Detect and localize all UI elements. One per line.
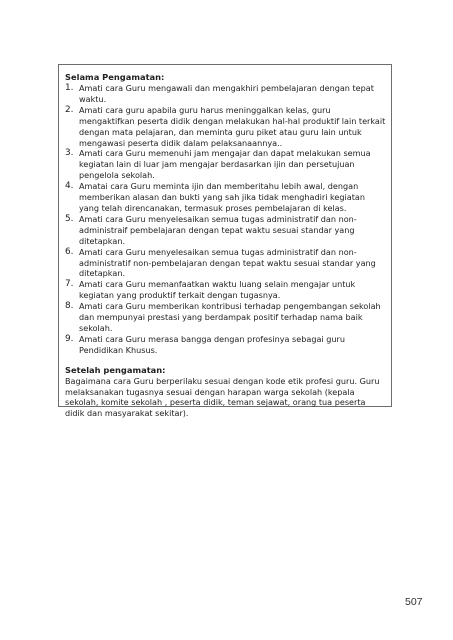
list-item	[65, 334, 387, 356]
list-item-number: 2.	[65, 104, 74, 115]
list-item	[65, 214, 387, 247]
observation-box	[58, 64, 392, 419]
during-observation-list	[65, 83, 387, 356]
list-item	[65, 148, 387, 181]
list-item-number: 9.	[65, 333, 74, 344]
during-observation-heading: Selama Pengamatan:	[65, 72, 165, 82]
list-item-text: Amati cara Guru memenuhi jam mengajar dan dapat melakukan semua kegiatan lain di luar jam mengajar berdasarkan ijin dan persetujuan pengelola sekolah.	[79, 148, 371, 181]
list-item-number: 7.	[65, 279, 74, 290]
list-item-text: Amatai cara Guru meminta ijin dan memberitahu lebih awal, dengan memberikan alasan dan bukti yang sah jika tidak menghadiri kegiatan yang telah direncanakan, termasuk proses pembelajaran di kelas.	[79, 181, 366, 213]
list-item-text: Amati cara guru apabila guru harus meninggalkan kelas, guru mengaktifkan peserta didik dengan melakukan hal-hal produktif lain terkait dengan mata pelajaran, dan meminta guru piket atau guru lain untuk mengawasi peserta didik dalam pelaksanaannya..	[79, 104, 386, 148]
list-item	[65, 105, 387, 149]
list-item-text: Amati cara Guru memberikan kontribusi terhadap pengembangan sekolah dan mempunyai prestasi yang berdampak positif terhadap nama baik sekolah.	[79, 301, 381, 333]
list-item-number: 4.	[65, 181, 74, 192]
list-item-text: Amati cara Guru mengawali dan mengakhiri pembelajaran dengan tepat waktu.	[79, 83, 374, 104]
list-item-text: Amati cara Guru menyelesaikan semua tugas administratif dan non-administraif pembelajaran dengan tepat waktu sesuai standar yang ditetapkan.	[79, 213, 357, 246]
list-item-text: Amati cara Guru merasa bangga dengan profesinya sebagai guru Pendidikan Khusus.	[79, 333, 345, 355]
list-item	[65, 301, 387, 334]
after-observation-heading: Setelah pengamatan:	[65, 364, 166, 375]
list-item-number: 1.	[65, 83, 74, 93]
list-item-text: Amati cara Guru memanfaatkan waktu luang selain mengajar untuk kegiatan yang produktif terkait dengan tugasnya.	[79, 279, 356, 301]
list-item-number: 8.	[65, 301, 74, 312]
list-item	[65, 247, 387, 280]
list-item	[65, 83, 387, 105]
page-number: 507	[405, 596, 423, 608]
list-item-number: 5.	[65, 213, 74, 224]
list-item	[65, 181, 387, 214]
list-item-number: 6.	[65, 246, 74, 257]
list-item-text: Amati cara Guru menyelesaikan semua tugas administratif dan non-administratif non-pembelajaran dengan tepat waktu sesuai standar yang ditetapkan.	[79, 246, 376, 279]
list-item	[65, 279, 387, 301]
after-observation-text: Bagaimana cara Guru berperilaku sesuai dengan kode etik profesi guru. Guru melaksanakan tugasnya sesuai dengan harapan warga sekolah (kepala sekolah, komite sekolah , peserta didik, teman sejawat, orang tua peserta didik dan masyarakat sekitar).	[65, 375, 380, 419]
list-item-number: 3.	[65, 148, 74, 159]
